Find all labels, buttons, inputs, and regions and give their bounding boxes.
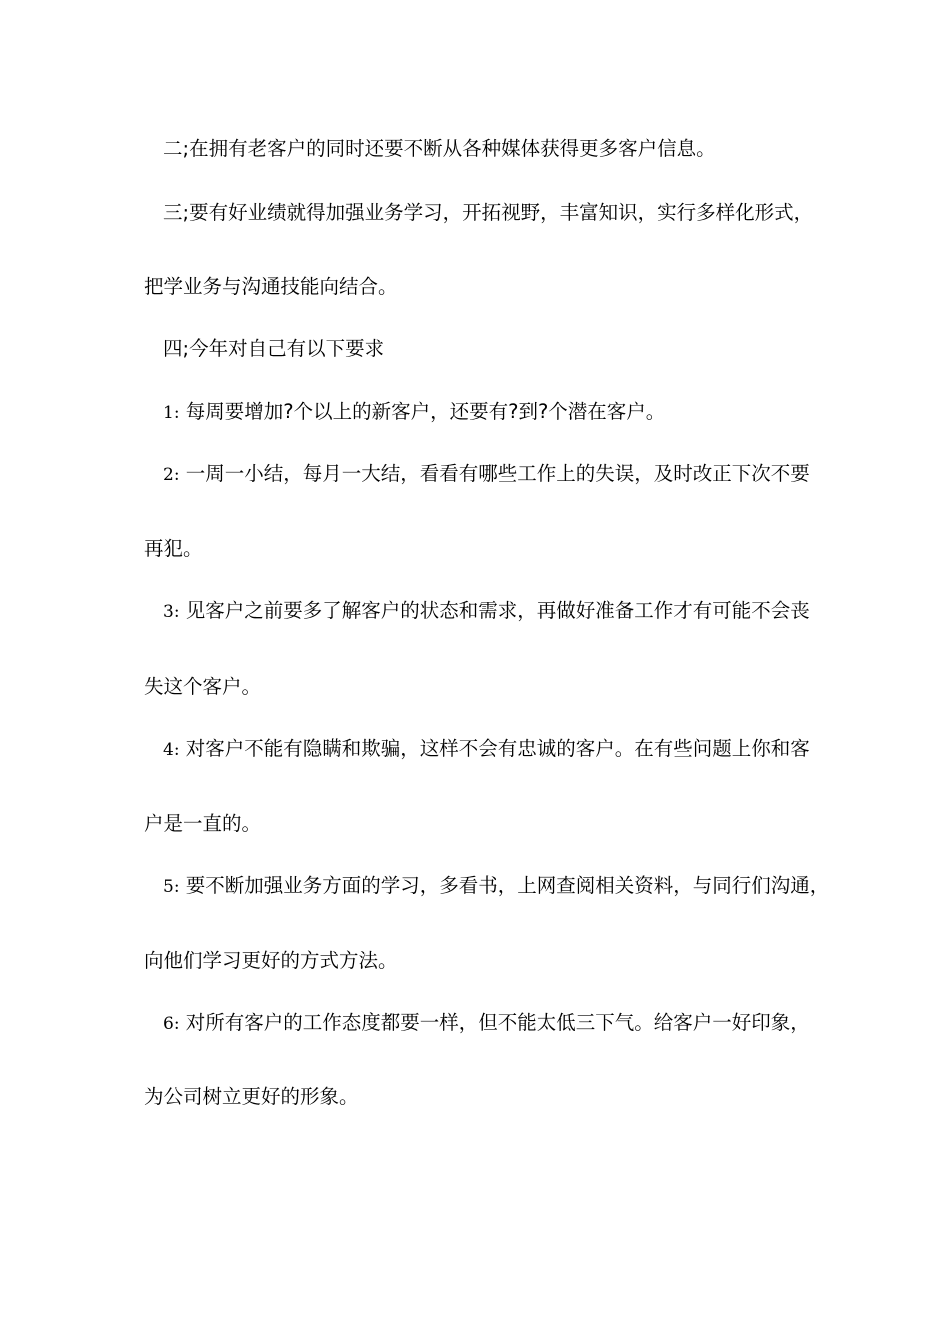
list-item-text: 见客户之前要多了解客户的状态和需求，再做好准备工作才有可能不会丧 — [185, 599, 810, 622]
list-item-3-continuation — [144, 675, 824, 699]
list-item-3 — [163, 599, 843, 624]
list-item-number: 3: — [163, 602, 180, 622]
list-item-number: 1: — [163, 403, 180, 423]
paragraph-four — [163, 337, 843, 361]
list-item-text: 失这个客户。 — [144, 675, 262, 698]
list-item-5-continuation — [144, 949, 824, 973]
list-item-text: 一周一小结，每月一大结，看看有哪些工作上的失误，及时改正下次不要 — [185, 462, 810, 485]
list-item-1 — [163, 400, 843, 425]
paragraph-text: 三;要有好业绩就得加强业务学习，开拓视野，丰富知识，实行多样化形式， — [163, 201, 814, 224]
list-item-4 — [163, 737, 843, 762]
list-item-text: 对所有客户的工作态度都要一样，但不能太低三下气。给客户一好印象， — [185, 1011, 810, 1034]
list-item-text: 户是一直的。 — [144, 812, 262, 835]
list-item-text: 对客户不能有隐瞒和欺骗，这样不会有忠诚的客户。在有些问题上你和客 — [185, 737, 810, 760]
paragraph-three — [163, 201, 843, 225]
list-item-6 — [163, 1011, 843, 1036]
list-item-2-continuation — [144, 537, 824, 561]
paragraph-two — [163, 137, 843, 161]
list-item-2 — [163, 462, 843, 487]
list-item-text: 向他们学习更好的方式方法。 — [144, 949, 398, 972]
paragraph-text: 把学业务与沟通技能向结合。 — [144, 275, 398, 298]
list-item-number: 5: — [163, 877, 180, 897]
list-item-text: 每周要增加?个以上的新客户，还要有?到?个潜在客户。 — [185, 400, 666, 423]
list-item-number: 2: — [163, 465, 180, 485]
list-item-text: 为公司树立更好的形象。 — [144, 1085, 359, 1108]
list-item-number: 6: — [163, 1014, 180, 1034]
paragraph-three-continuation — [144, 275, 824, 299]
list-item-number: 4: — [163, 740, 180, 760]
paragraph-text: 四;今年对自己有以下要求 — [163, 337, 385, 360]
list-item-5 — [163, 874, 843, 899]
list-item-4-continuation — [144, 812, 824, 836]
list-item-6-continuation — [144, 1085, 824, 1109]
list-item-text: 再犯。 — [144, 537, 203, 560]
list-item-text: 要不断加强业务方面的学习，多看书，上网查阅相关资料，与同行们沟通， — [185, 874, 830, 897]
paragraph-text: 二;在拥有老客户的同时还要不断从各种媒体获得更多客户信息。 — [163, 137, 716, 160]
